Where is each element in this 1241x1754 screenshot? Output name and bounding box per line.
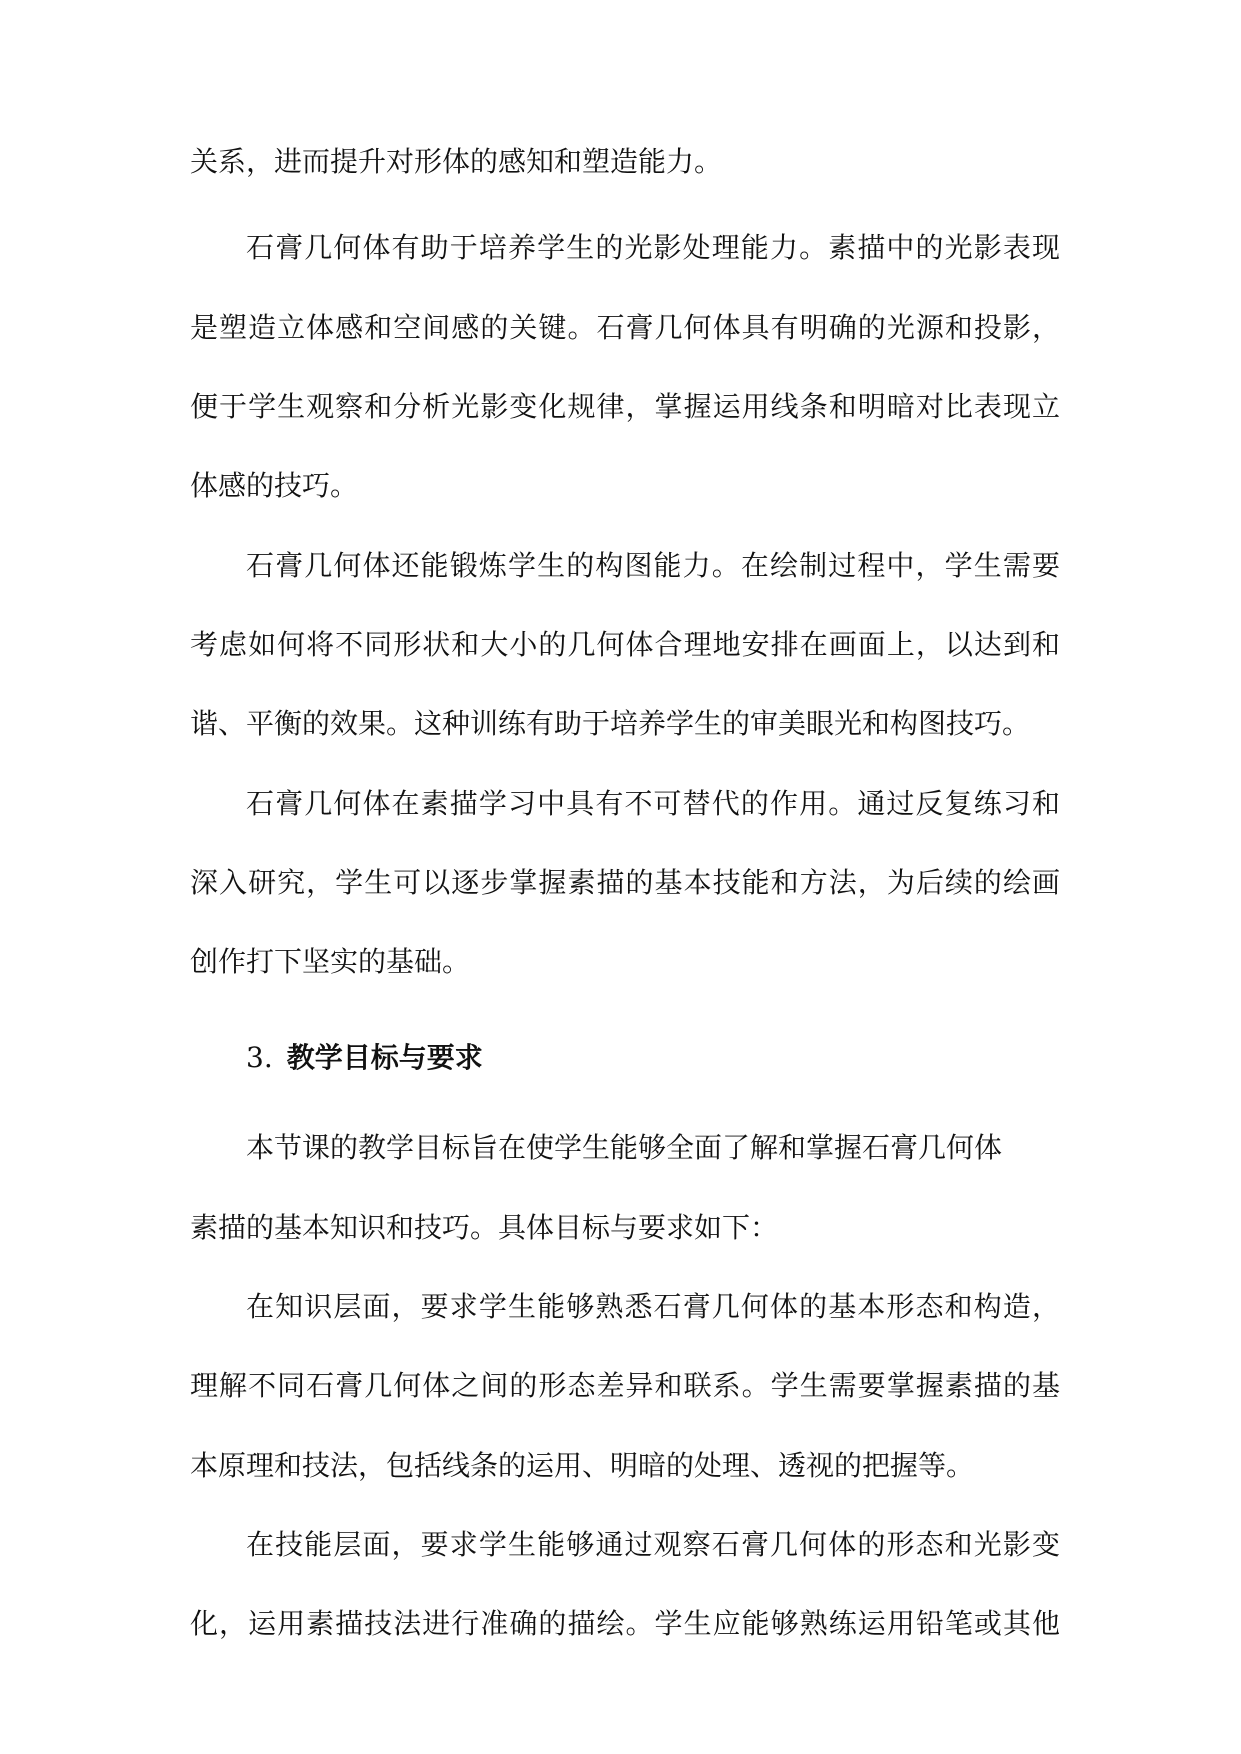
text-line: 化，运用素描技法进行准确的描绘。学生应能够熟练运用铅笔或其他 <box>190 1607 1060 1640</box>
text-line: 石膏几何体有助于培养学生的光影处理能力。素描中的光影表现 <box>246 231 1060 264</box>
text-line: 在知识层面，要求学生能够熟悉石膏几何体的基本形态和构造， <box>246 1290 1060 1323</box>
text-line: 深入研究，学生可以逐步掌握素描的基本技能和方法，为后续的绘画 <box>190 866 1060 899</box>
text-line: 是塑造立体感和空间感的关键。石膏几何体具有明确的光源和投影， <box>190 311 1060 344</box>
text-line: 本原理和技法，包括线条的运用、明暗的处理、透视的把握等。 <box>190 1449 975 1482</box>
text-line: 考虑如何将不同形状和大小的几何体合理地安排在画面上，以达到和 <box>190 628 1060 661</box>
text-line: 石膏几何体在素描学习中具有不可替代的作用。通过反复练习和 <box>246 787 1060 820</box>
section-title: 教学目标与要求 <box>286 1041 483 1074</box>
section-heading <box>246 1038 483 1078</box>
section-number: 3. <box>246 1041 273 1074</box>
text-line: 创作打下坚实的基础。 <box>190 945 471 978</box>
text-line: 理解不同石膏几何体之间的形态差异和联系。学生需要掌握素描的基 <box>190 1369 1060 1402</box>
text-line: 在技能层面，要求学生能够通过观察石膏几何体的形态和光影变 <box>246 1528 1060 1561</box>
text-line: 石膏几何体还能锻炼学生的构图能力。在绘制过程中，学生需要 <box>246 549 1060 582</box>
text-line: 关系，进而提升对形体的感知和塑造能力。 <box>190 145 723 178</box>
text-line: 谐、平衡的效果。这种训练有助于培养学生的审美眼光和构图技巧。 <box>190 707 1031 740</box>
text-line: 体感的技巧。 <box>190 469 359 502</box>
text-line: 便于学生观察和分析光影变化规律，掌握运用线条和明暗对比表现立 <box>190 390 1060 423</box>
text-line: 素描的基本知识和技巧。具体目标与要求如下： <box>190 1211 779 1244</box>
text-line: 本节课的教学目标旨在使学生能够全面了解和掌握石膏几何体 <box>246 1131 1003 1164</box>
